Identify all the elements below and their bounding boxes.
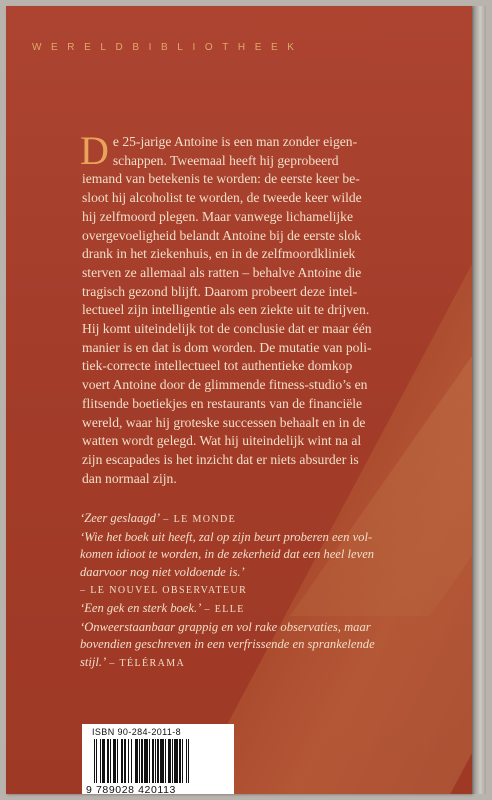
spine-edge bbox=[472, 6, 486, 794]
review-quote: ‘Onweerstaanbaar grappig en vol rake observaties, maar bbox=[80, 620, 371, 635]
review-elle bbox=[80, 600, 430, 618]
blurb-line: zijn escapades is het inzicht dat er niets absurder is bbox=[82, 451, 359, 467]
blurb-line: wereld, waar hij groteske successen behaalt en in de bbox=[82, 414, 366, 430]
press-reviews bbox=[80, 510, 430, 673]
blurb-line: e 25-jarige Antoine is een man zonder eigen- bbox=[112, 134, 358, 149]
review-le-monde bbox=[80, 510, 430, 528]
review-quote: ‘Een gek en sterk boek.’ bbox=[80, 601, 202, 616]
review-quote: komen idioot te worden, in de zekerheid dat een heel leven bbox=[80, 547, 375, 562]
blurb bbox=[80, 128, 402, 488]
blurb-line: hij zelfmoord plegen. Maar vanwege lichamelijke bbox=[82, 208, 354, 224]
blurb-line: manier is en dat is dom worden. De mutatie van poli- bbox=[82, 339, 372, 355]
ean-number: 9 789028 420113 bbox=[86, 784, 176, 794]
blurb-line: tiek-correcte intellectueel tot authentieke domkop bbox=[82, 358, 353, 374]
blurb-line: sloot hij alcoholist te worden, de tweede keer wilde bbox=[82, 190, 362, 206]
review-quote: ‘Wie het boek uit heeft, zal op zijn beurt proberen een vol- bbox=[80, 530, 373, 545]
blurb-line: dan normaal zijn. bbox=[82, 470, 177, 486]
review-source: – TÉLÉRAMA bbox=[109, 657, 186, 669]
series-title: WERELDBIBLIOTHEEK bbox=[32, 42, 304, 53]
review-quote: ‘Zeer geslaagd’ bbox=[80, 511, 161, 525]
barcode-bars bbox=[94, 739, 226, 783]
blurb-line: Hij komt uiteindelijk tot de conclusie dat er maar één bbox=[82, 321, 372, 337]
blurb-line: tragisch gezond blijft. Daarom probeert deze intel- bbox=[82, 283, 358, 299]
review-telerama bbox=[80, 619, 430, 672]
blurb-line: voert Antoine door de glimmende fitness-studio’s en bbox=[82, 377, 368, 393]
blurb-line: iemand van betekenis te worden: de eerste keer be- bbox=[82, 171, 360, 187]
blurb-line: sterven ze allemaal als ratten – behalve Antoine die bbox=[82, 264, 362, 280]
review-source: – ELLE bbox=[204, 604, 245, 616]
drop-cap: D bbox=[80, 128, 109, 173]
review-source: – LE NOUVEL OBSERVATEUR bbox=[80, 584, 248, 596]
blurb-line: flitsende boetiekjes en restaurants van de financiële bbox=[82, 395, 363, 411]
barcode-label bbox=[82, 724, 234, 794]
review-source: – LE MONDE bbox=[163, 514, 237, 525]
back-cover bbox=[6, 6, 472, 794]
blurb-line: drank in het ziekenhuis, en in de zelfmoordkliniek bbox=[82, 246, 356, 262]
isbn-number: ISBN 90-284-2011-8 bbox=[92, 727, 182, 737]
blurb-line: lectueel zijn intelligentie als een ziekte uit te drijven. bbox=[82, 302, 370, 318]
blurb-line: schappen. Tweemaal heeft hij geprobeerd bbox=[112, 152, 339, 168]
review-quote: stijl.’ bbox=[80, 654, 107, 669]
blurb-line: watten wordt gelegd. Wat hij uiteindelijk wint na al bbox=[82, 433, 362, 449]
barcode-bar bbox=[188, 739, 189, 783]
review-quote: daarvoor nog niet voldoende is.’ bbox=[80, 564, 245, 579]
review-quote: bovendien geschreven in een verfrissende en sprankelende bbox=[80, 637, 375, 652]
review-le-nouvel-observateur bbox=[80, 529, 430, 599]
blurb-line: overgevoeligheid belandt Antoine bij de eerste slok bbox=[82, 227, 362, 243]
